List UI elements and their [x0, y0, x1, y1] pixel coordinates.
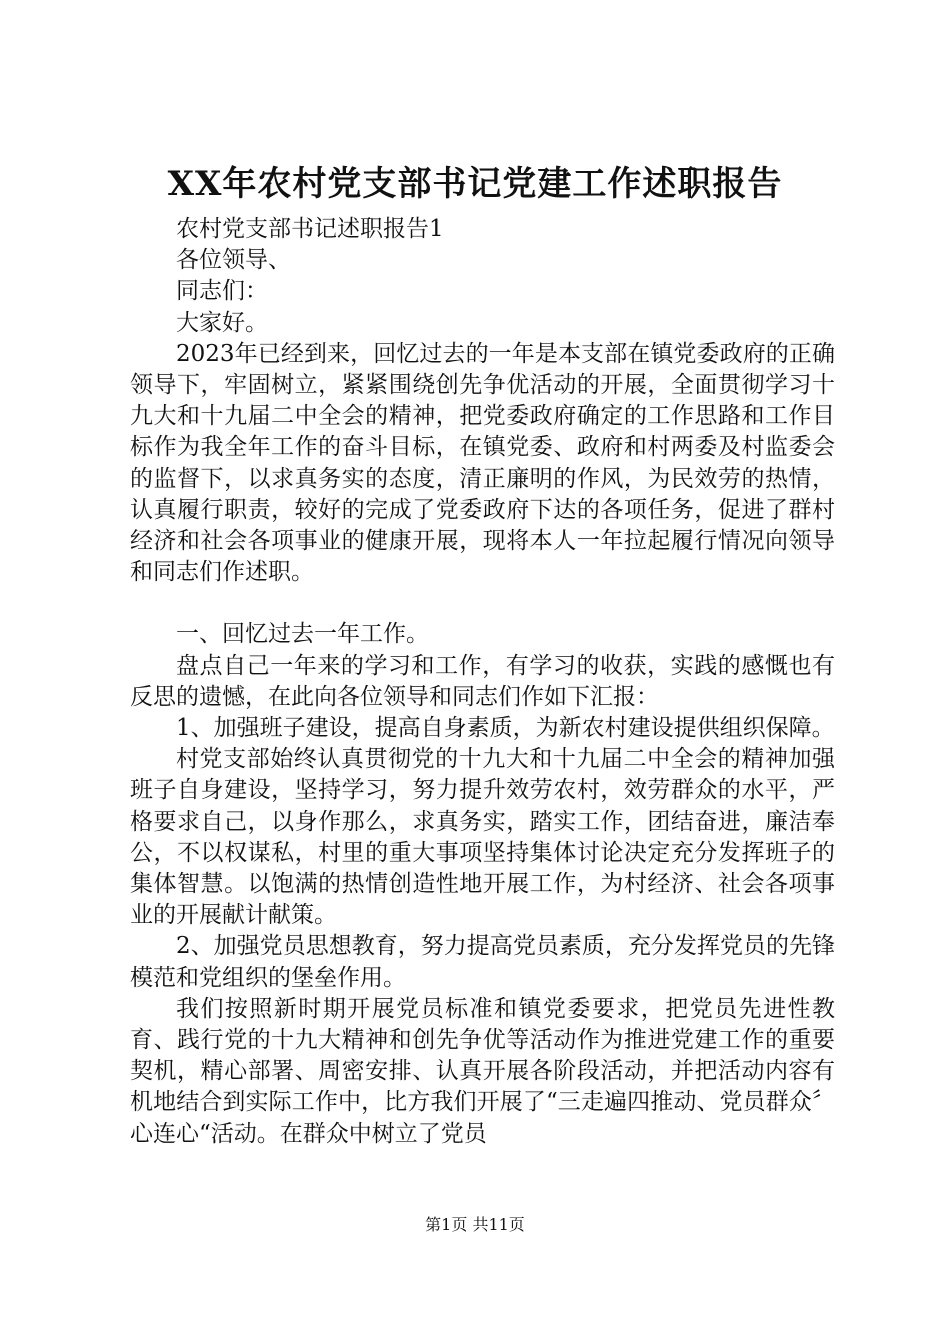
paragraph-greeting: 大家好。 [176, 309, 268, 336]
page-footer: 第1页 共11页 [425, 1215, 525, 1234]
paragraph-review-summary: 盘点自己一年来的学习和工作，有学习的收获，实践的感慨也有反思的遗憾，在此向各位领导和同志们作如下汇报： [130, 652, 835, 710]
paragraph-item-1: 村党支部始终认真贯彻党的十九大和十九届二中全会的精神加强班子自身建设，坚持学习，努力提升效劳农村，效劳群众的水平，严格要求自己，以身作那么，求真务实，踏实工作，团结奋进，廉洁奉公，不以权谋私，村里的重大事项坚持集体讨论决定充分发挥班子的集体智慧。以饱满的热情创造性地开展工作，为村经济、社会各项事业的开展献计献策。 [130, 746, 835, 929]
document-body [130, 214, 835, 1150]
item-heading-1: 1、加强班子建设，提高自身素质，为新农村建设提供组织保障。 [176, 715, 835, 742]
document-title: XX年农村党支部书记党建工作述职报告 [167, 164, 783, 204]
paragraph-intro: 2023年已经到来，回忆过去的一年是本支部在镇党委政府的正确领导下，牢固树立，紧紧围绕创先争优活动的开展，全面贯彻学习十九大和十九届二中全会的精神，把党委政府确定的工作思路和工作目标作为我全年工作的奋斗目标，在镇党委、政府和村两委及村监委会的监督下，以求真务实的态度，清正廉明的作风，为民效劳的热情，认真履行职责，较好的完成了党委政府下达的各项任务，促进了群村经济和社会各项事业的健康开展，现将本人一年拉起履行情况向领导和同志们作述职。 [130, 340, 835, 586]
paragraph-item-2: 我们按照新时期开展党员标准和镇党委要求，把党员先进性教育、践行党的十九大精神和创先争优等活动作为推进党建工作的重要契机，精心部署、周密安排、认真开展各阶段活动，并把活动内容有机地结合到实际工作中，比方我们开展了“三走遍四推动、党员群众〞心连心“活动。在群众中树立了党员 [130, 995, 835, 1147]
paragraph-subtitle: 农村党支部书记述职报告1 [176, 216, 444, 242]
paragraph-salutation-leaders: 各位领导、 [176, 247, 291, 274]
section-heading-review: 一、回忆过去一年工作。 [176, 621, 429, 648]
item-heading-2: 2、加强党员思想教育，努力提高党员素质，充分发挥党员的先锋模范和党组织的堡垒作用。 [130, 933, 835, 991]
paragraph-salutation-comrades: 同志们： [176, 278, 268, 305]
